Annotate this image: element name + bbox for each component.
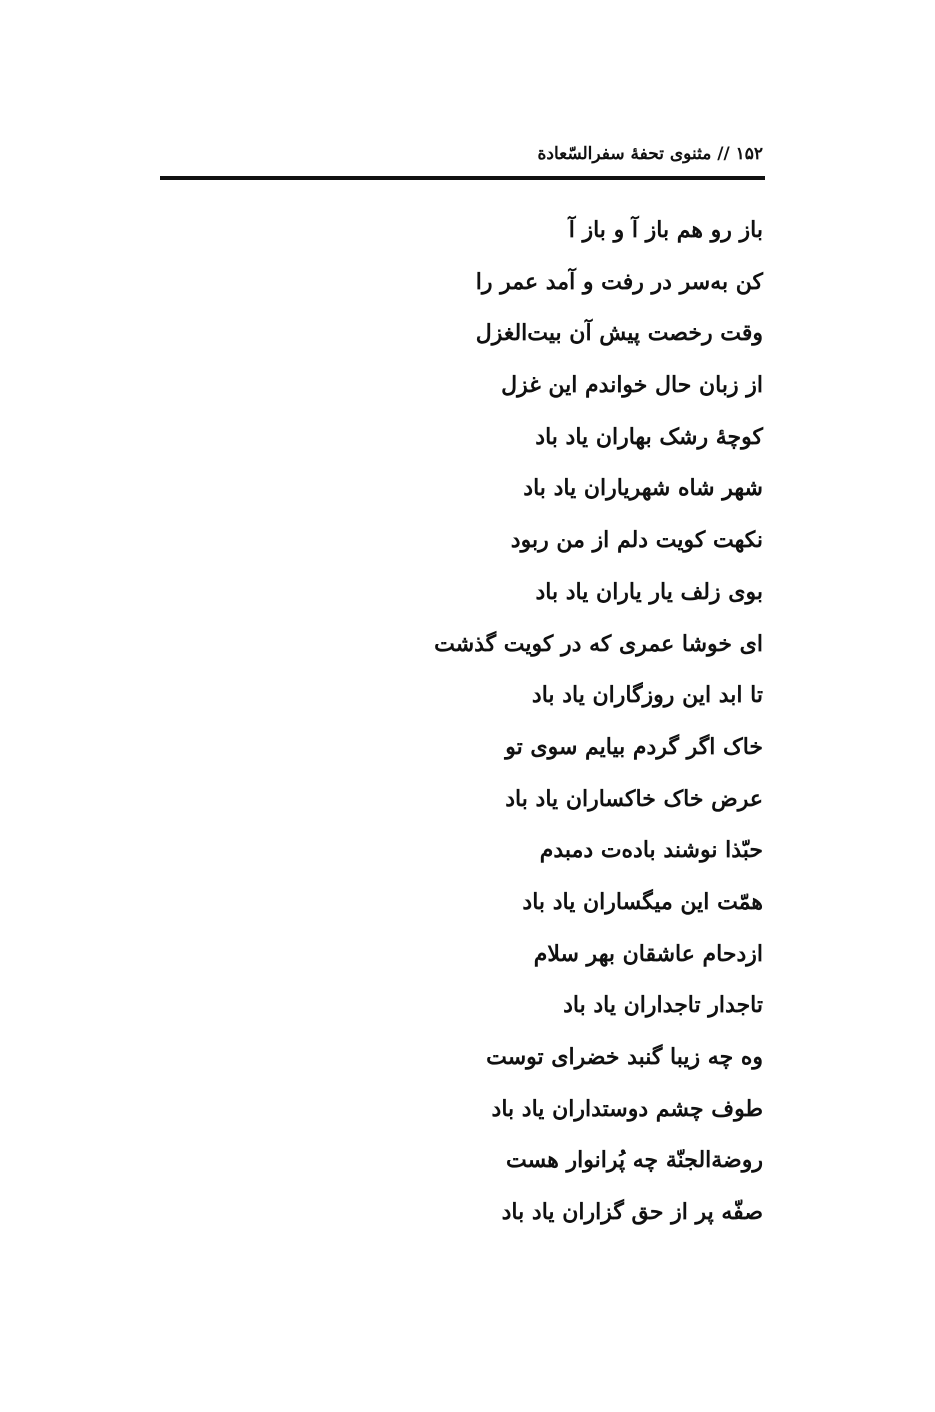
poem-line: روضة‌الجنّة چه پُرانوار هست [506,1147,763,1174]
poem-line: خاک اگر گردم بیایم سوی تو [505,733,763,760]
poem-line: همّت این میگساران یاد باد [522,888,763,915]
poem-line: نکهت کویت دلم از من ربود [510,527,763,554]
poem-line: بوی زلف یار یاران یاد باد [535,578,763,605]
poem-line: حبّذا نوشند باده‌ت دمبدم [539,837,763,864]
poem-line: وه چه زیبا گنبد خضرای توست [486,1044,763,1070]
poem-line: تاجدار تاجداران یاد باد [563,992,763,1019]
poem-line: صفّه پر از حق گزاران یاد باد [501,1199,763,1226]
poem-line: کن به‌سر در رفت و آمد عمر را [475,268,763,295]
poem-line: عرض خاک خاکساران یاد باد [505,785,763,812]
poem-line: شهر شاه شهریاران یاد باد [523,475,763,502]
poem-line: ازدحام عاشقان بهر سلام [533,940,763,967]
poem-line: از زبان حال خواندم این غزل [501,372,763,399]
poem-line: ای خوشا عمری که در کویت گذشت [434,630,763,657]
header-rule [160,176,765,180]
poem-line: وقت رخصت پیش آن بیت‌الغزل [475,320,763,347]
running-head: ۱۵۲ // مثنوی تحفۀ سفرالسّعادة [537,144,763,164]
poem-line: طوف چشم دوستداران یاد باد [491,1095,763,1122]
poem-line: کوچۀ رشک بهاران یاد باد [535,423,763,450]
poem-body [163,206,763,1240]
poem-line: تا ابد این روزگاران یاد باد [531,682,763,709]
poem-line: باز رو هم باز آ و باز آ [568,217,763,243]
